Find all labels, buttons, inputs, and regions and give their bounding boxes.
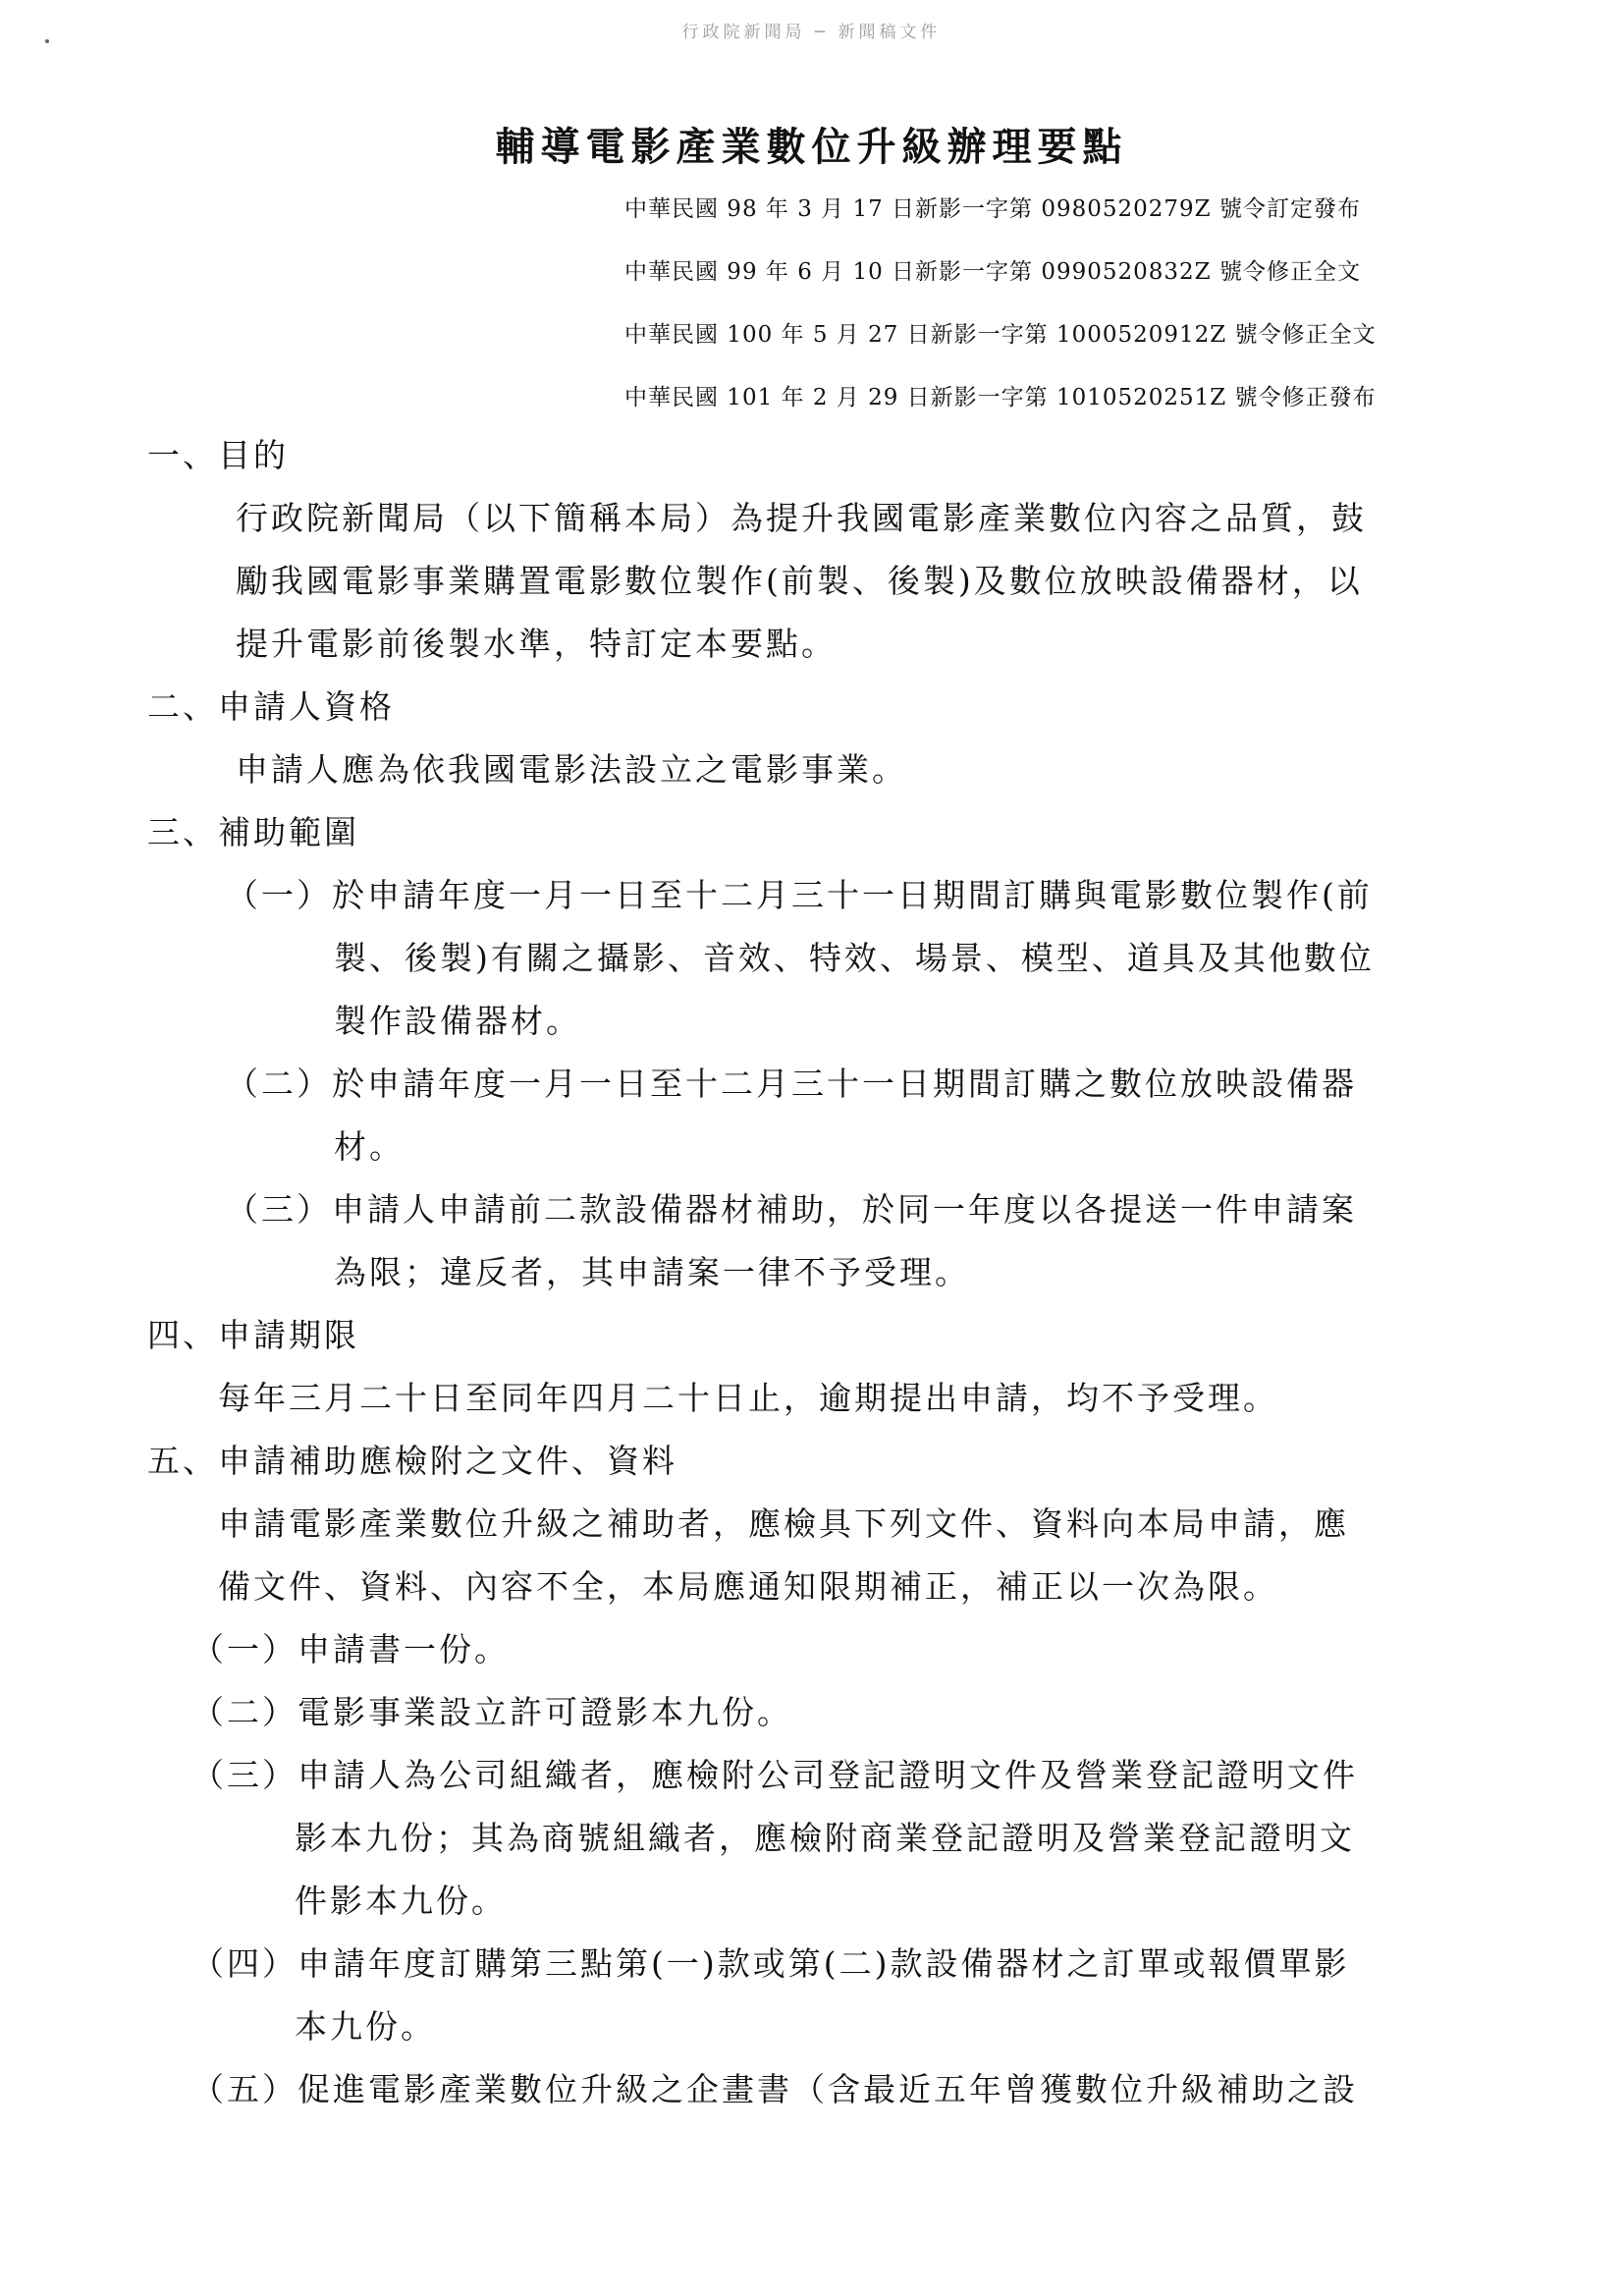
document-title: 輔導電影產業數位升級辦理要點 bbox=[495, 124, 1128, 170]
list-item-continuation: 製作設備器材。 bbox=[334, 1002, 581, 1040]
paragraph-line: 申請電影產業數位升級之補助者，應檢具下列文件、資料向本局申請，應 bbox=[218, 1504, 1349, 1543]
list-item: （一）申請書一份。 bbox=[191, 1630, 510, 1668]
paragraph-line: 每年三月二十日至同年四月二十日止，逾期提出申請，均不予受理。 bbox=[218, 1379, 1278, 1417]
list-item: （一）於申請年度一月一日至十二月三十一日期間訂購與電影數位製作(前 bbox=[226, 876, 1373, 914]
section-heading-eligibility: 二、申請人資格 bbox=[147, 687, 395, 726]
list-item: （三）申請人申請前二款設備器材補助，於同一年度以各提送一件申請案 bbox=[226, 1190, 1357, 1229]
paragraph-line: 行政院新聞局（以下簡稱本局）為提升我國電影產業數位內容之品質，鼓 bbox=[236, 499, 1367, 537]
list-item-continuation: 本九份。 bbox=[295, 2007, 436, 2046]
section-heading-documents: 五、申請補助應檢附之文件、資料 bbox=[147, 1442, 677, 1480]
paragraph-line: 提升電影前後製水準，特訂定本要點。 bbox=[236, 625, 837, 663]
section-heading-purpose: 一、目的 bbox=[147, 436, 289, 474]
list-item: （三）申請人為公司組織者，應檢附公司登記證明文件及營業登記證明文件 bbox=[191, 1756, 1358, 1794]
decree-line: 中華民國 98 年 3 月 17 日新影一字第 0980520279Z 號令訂定發布 bbox=[624, 196, 1361, 222]
list-item: （四）申請年度訂購第三點第(一)款或第(二)款設備器材之訂單或報價單影 bbox=[191, 1944, 1350, 1983]
decree-history bbox=[624, 194, 1567, 446]
list-item-continuation: 件影本九份。 bbox=[295, 1882, 507, 1920]
paragraph-line: 申請人應為依我國電影法設立之電影事業。 bbox=[236, 750, 907, 789]
list-item: （五）促進電影產業數位升級之企畫書（含最近五年曾獲數位升級補助之設 bbox=[191, 2070, 1358, 2108]
list-item-continuation: 為限；違反者，其申請案一律不予受理。 bbox=[334, 1253, 970, 1291]
list-item-continuation: 材。 bbox=[334, 1127, 405, 1166]
fax-header-text: 行政院新聞局 ─ 新聞稿文件 bbox=[681, 23, 942, 42]
list-item: （二）於申請年度一月一日至十二月三十一日期間訂購之數位放映設備器 bbox=[226, 1065, 1357, 1103]
paragraph-line: 備文件、資料、內容不全，本局應通知限期補正，補正以一次為限。 bbox=[218, 1567, 1278, 1606]
section-heading-scope: 三、補助範圍 bbox=[147, 813, 359, 851]
decree-line: 中華民國 101 年 2 月 29 日新影一字第 1010520251Z 號令修正發布 bbox=[624, 385, 1377, 410]
paragraph-line: 勵我國電影事業購置電影數位製作(前製、後製)及數位放映設備器材，以 bbox=[236, 562, 1363, 600]
section-heading-deadline: 四、申請期限 bbox=[147, 1316, 359, 1354]
list-item-continuation: 製、後製)有關之攝影、音效、特效、場景、模型、道具及其他數位 bbox=[334, 939, 1375, 977]
list-item: （二）電影事業設立許可證影本九份。 bbox=[191, 1693, 792, 1731]
decree-line: 中華民國 100 年 5 月 27 日新影一字第 1000520912Z 號令修正全文 bbox=[624, 322, 1377, 348]
scan-artifact-dot bbox=[45, 39, 49, 43]
decree-line: 中華民國 99 年 6 月 10 日新影一字第 0990520832Z 號令修正全文 bbox=[624, 259, 1361, 285]
list-item-continuation: 影本九份；其為商號組織者，應檢附商業登記證明及營業登記證明文 bbox=[295, 1819, 1355, 1857]
document-body bbox=[147, 436, 1502, 2133]
